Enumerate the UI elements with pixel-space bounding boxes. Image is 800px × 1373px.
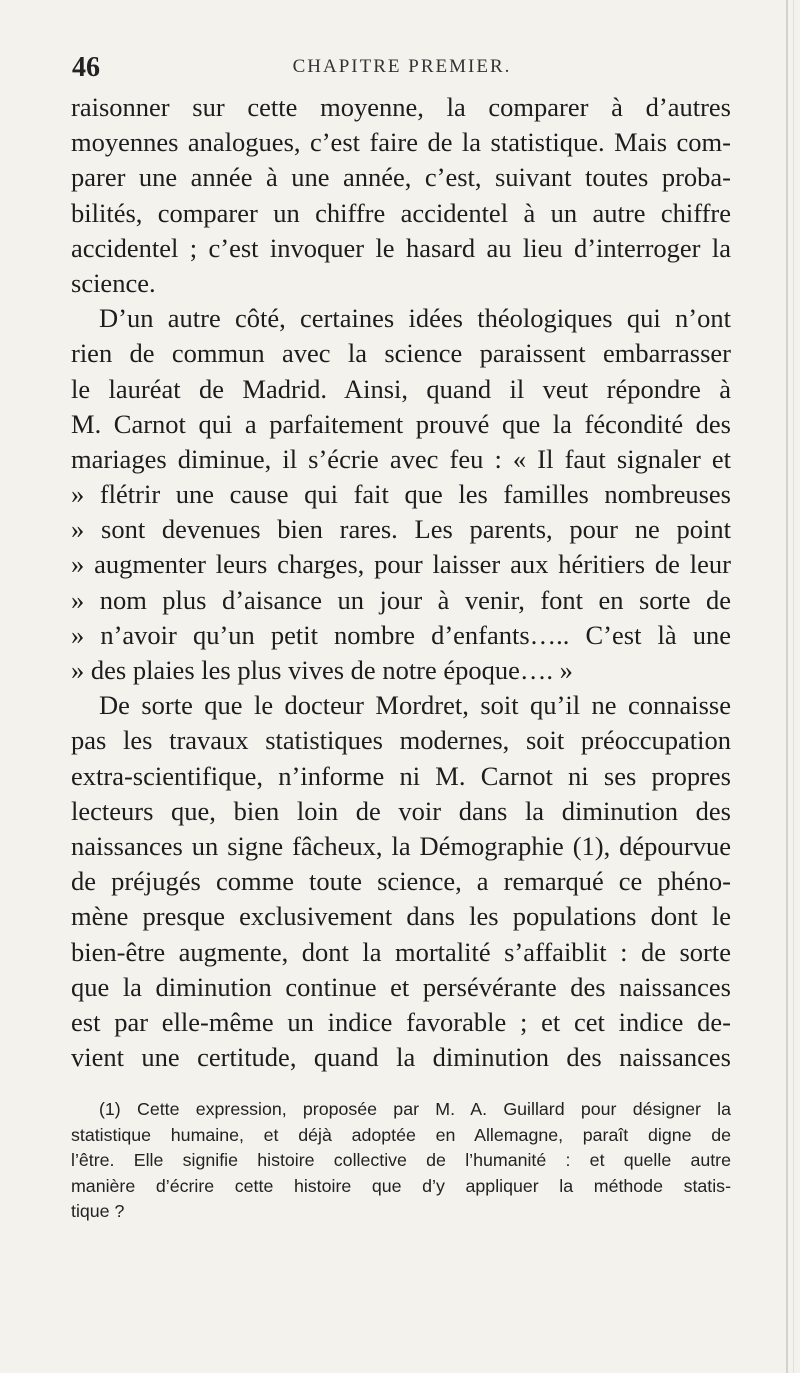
text-line: De sorte que le docteur Mordret, soit qu’il ne connaisse xyxy=(99,690,731,721)
footnote-line: manière d’écrire cette histoire que d’y appliquer la méthode statis- xyxy=(71,1175,731,1196)
text-line: que la diminution continue et persévérante des naissances xyxy=(71,971,731,1002)
text-line: bien-être augmente, dont la mortalité s’affaiblit : de sorte xyxy=(71,936,731,967)
text-line: lecteurs que, bien loin de voir dans la diminution des xyxy=(71,795,731,826)
footnote-line: tique ? xyxy=(71,1201,125,1221)
body-text xyxy=(71,90,731,1075)
text-line: science. xyxy=(71,267,156,298)
text-line: accidentel ; c’est invoquer le hasard au lieu d’interroger la xyxy=(71,232,731,263)
footnote-line: statistique humaine, et déjà adoptée en Allemagne, paraît digne de xyxy=(71,1124,731,1145)
running-head: CHAPITRE PREMIER. xyxy=(292,56,512,77)
text-line: pas les travaux statistiques modernes, soit préoccupation xyxy=(71,725,731,756)
page-edge xyxy=(786,0,788,1373)
footnote-line: (1) Cette expression, proposée par M. A. Guillard pour désigner la xyxy=(99,1099,731,1119)
text-line: » n’avoir qu’un petit nombre d’enfants….. C’est là une xyxy=(71,619,731,650)
text-line: » sont devenues bien rares. Les parents, pour ne point xyxy=(71,514,731,545)
text-line: raisonner sur cette moyenne, la comparer à d’autres xyxy=(71,92,731,122)
page-header xyxy=(72,52,732,92)
text-line: de préjugés comme toute science, a remarqué ce phéno- xyxy=(71,866,731,897)
page-edge-shadow xyxy=(793,0,794,1373)
text-line: » flétrir une cause qui fait que les familles nombreuses xyxy=(71,479,731,510)
text-line: moyennes analogues, c’est faire de la statistique. Mais com- xyxy=(71,127,731,158)
footnote-line: l’être. Elle signifie histoire collective de l’humanité : et quelle autre xyxy=(71,1150,731,1170)
text-line: parer une année à une année, c’est, suivant toutes proba- xyxy=(71,162,731,193)
text-line: vient une certitude, quand la diminution des naissances xyxy=(71,1042,731,1073)
text-line: est par elle-même un indice favorable ; et cet indice de- xyxy=(71,1006,731,1037)
text-line: » des plaies les plus vives de notre époque…. » xyxy=(71,655,573,685)
text-line: D’un autre côté, certaines idées théologiques qui n’ont xyxy=(99,303,731,334)
footnote xyxy=(71,1097,731,1225)
text-line: mariages diminue, il s’écrie avec feu : « Il faut signaler et xyxy=(71,443,731,474)
text-line: extra-scientifique, n’informe ni M. Carnot ni ses propres xyxy=(71,760,731,791)
text-line: » nom plus d’aisance un jour à venir, font en sorte de xyxy=(71,584,731,615)
text-line: naissances un signe fâcheux, la Démographie (1), dépourvue xyxy=(71,830,731,861)
text-line: mène presque exclusivement dans les populations dont le xyxy=(71,901,731,932)
text-line: rien de commun avec la science paraissent embarrasser xyxy=(71,338,731,369)
text-line: » augmenter leurs charges, pour laisser aux héritiers de leur xyxy=(71,549,731,580)
text-line: bilités, comparer un chiffre accidentel à un autre chiffre xyxy=(71,197,731,228)
text-line: M. Carnot qui a parfaitement prouvé que la fécondité des xyxy=(71,408,731,439)
page-number: 46 xyxy=(72,52,100,83)
text-line: le lauréat de Madrid. Ainsi, quand il veut répondre à xyxy=(71,373,731,404)
